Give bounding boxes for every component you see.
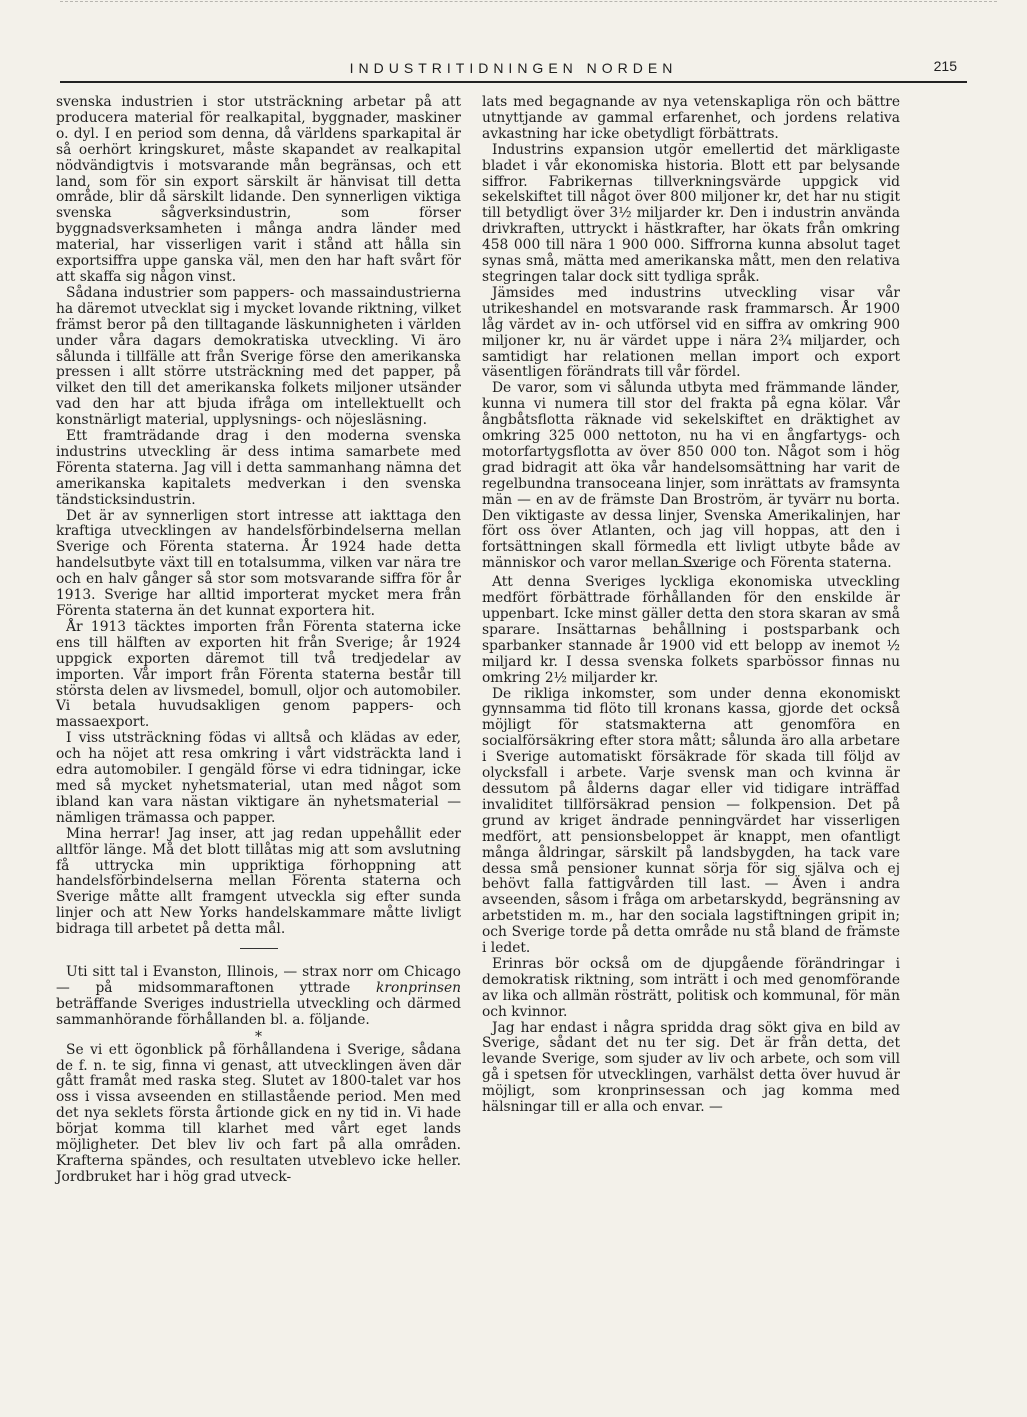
paragraph: Det är av synnerligen stort intresse att iakttaga den kraftiga utvecklingen av handelsförbindelserna mellan Sverige och Förenta staterna. År 1924 hade detta handelsutbyte växt till en totalsumma, vilken var nära tre och en halv gånger så stor som motsvarande siffra för år 1913. Sverige har alltid importerat mycket mera från Förenta staterna än det kunnat exportera hit. [56, 507, 461, 619]
paragraph: Mina herrar! Jag inser, att jag redan uppehållit eder alltför länge. Må det blott tillåtas mig att som avslutning få uttrycka min uppriktiga förhoppning att handelsförbindelserna mellan Förenta staterna och Sverige måtte allt framgent utveckla sig efter sunda linjer och att New Yorks handelskammare måtte livligt bidraga till arbetet på detta mål. [56, 825, 461, 938]
paragraph: Ett framträdande drag i den moderna svenska industrins utveckling är dess intima samarbete med Förenta staterna. Jag vill i detta sammanhang nämna det amerikanska kapitalets medverkan i den svenska tändsticksindustrin. [56, 428, 461, 508]
paragraph: Jämsides med industrins utveckling visar vår utrikeshandel en motsvarande rask frammarsch. År 1900 låg värdet av in- och utförsel vid en siffra av omkring 900 miljoner kr, nu är värdet uppe i nära 2¾ miljarder, och samtidigt har relationen mellan import och export väsentligen förändrats till vår fördel. [482, 284, 900, 381]
top-edge-line [60, 1, 997, 2]
journal-title: INDUSTRITIDNINGEN NORDEN [349, 60, 678, 76]
paragraph: År 1913 täcktes importen från Förenta staterna icke ens till hälften av exporten hit från Sverige; år 1924 uppgick exporten däremot till två tredjedelar av importen. Vår import från Förenta staterna består till största delen av livsmedel, bomull, oljor och automobiler. Vi betala huvudsakligen genom pappers- och massaexport. [56, 618, 461, 731]
paragraph: svenska industrien i stor utsträckning arbetar på att producera material för realkapital, byggnader, maskiner o. dyl. I en period som denna, då världens sparkapital är så oerhört kringskuret, måste skapandet av realkapital nödvändigtvis i motsvarande mån begränsas, och ett land, som för sin export särskilt är hänvisat till detta område, blir då särskilt lidande. Den synnerligen viktiga svenska sågverksindustrin, som förser byggnadsverksamheten i många andra länder med material, har visserligen varit i stånd att hålla sin exportsiffra uppe ganska väl, men den har haft svårt för att skaffa sig någon vinst. [56, 94, 461, 285]
paragraph: De rikliga inkomster, som under denna ekonomiskt gynnsamma tid flöto till kronans kassa, gjorde det också möjligt för statsmakterna att genomföra en socialförsäkring efter stora mått; sålunda äro alla arbetare i Sverige automatiskt försäkrade för skada till följd av olycksfall i arbete. Varje svensk man och kvinna är dessutom på ålderns dagar eller vid tidigare inträffad invaliditet tillförsäkrad pension — folkpension. Det på grund av kriget ändrade penningvärdet har visserligen medfört, att pensionsbeloppet är knappt, men ofantligt många åldringar, särskilt på landsbygden, ha tack vare dessa små pensioner kunnat sörja för sig själva och ej behövt falla fattigvården till last. — Även i andra avseenden, såsom i fråga om arbetarskydd, begränsning av arbetstiden m. m., har den sociala lagstiftningen gripit in; och Sverige torde på detta område nu stå bland de främste i ledet. [482, 685, 900, 957]
intro-paragraph [56, 965, 461, 1029]
asterisk-separator: * [255, 1028, 262, 1045]
section-divider [240, 948, 278, 949]
paragraph: Sådana industrier som pappers- och massaindustrierna ha däremot utvecklat sig i mycket lovande riktning, vilket främst beror på den tilltagande läskunnigheten i världen under våra dagars demokratiska utveckling. Vi äro sålunda i tillfälle att från Sverige förse den amerikanska pressen i allt större utsträckning med det papper, på vilket den till det amerikanska folkets miljoner utsänder vad den har att bjuda ifråga om intellektuellt och konstnärligt material, upplysnings- och nöjesläsning. [56, 284, 461, 429]
left-column [56, 95, 461, 1186]
paragraph: I viss utsträckning födas vi alltså och klädas av eder, och ha nöjet att resa omkring i vårt vidsträckta land i edra automobiler. I gengäld förse vi edra tidningar, icke med så mycket nyhetsmaterial, utan med något som ibland kan vara nästan viktigare än nyhetsmaterial — nämligen trämassa och papper. [56, 730, 461, 826]
page-header [60, 60, 967, 86]
paragraph: Jag har endast i några spridda drag sökt giva en bild av Sverige, sådant det nu ter sig. Det är från detta, det levande Sverige, som sjuder av liv och arbete, och som vill gå i spetsen för utvecklingen, varhälst detta över huvud är möjligt, som kronprinsessan och jag komma med hälsningar till er alla och envar. — [482, 1019, 900, 1116]
paragraph: De varor, som vi sålunda utbyta med främmande länder, kunna vi numera till stor del frakta på egna kölar. Vår ångbåtsflotta räknade vid sekelskiftet en dräktighet av omkring 325 000 nettoton, nu ha vi en ångfartygs- och motorfartygsflotta av över 850 000 ton. Något som i hög grad bidragit att öka vår handelsomsättning har varit de regelbundna transoceana linjer, som inrättats av framsynta män — en av de främste Dan Broström, är tyvärr nu borta. Den viktigaste av dessa linjer, Svenska Amerikalinjen, har fört oss över Atlanten, och jag vill hoppas, att den i fortsättningen skall förmedla ett livligt utbyte både av människor och varor mellan Sverige och Förenta staterna. [482, 380, 900, 572]
intro-text: Uti sitt tal i Evanston, Illinois, — strax norr om Chicago — på midsommaraftonen yttrade [56, 964, 461, 996]
intro-emphasis: kronprinsen [375, 979, 461, 996]
paragraph: Erinras bör också om de djupgående förändringar i demokratisk riktning, som inträtt i och med genomförande av lika och allmän rösträtt, politisk och kommunal, för män och kvinnor. [482, 955, 900, 1020]
paragraph: Att denna Sveriges lyckliga ekonomiska utveckling medfört förbättrade förhållanden för den enskilde är uppenbart. Icke minst gäller detta den stora skaran av små sparare. Insättarnas behållning i postsparbank och sparbanker stannade år 1900 vid ett belopp av inemot ½ miljard kr. I dessa svenska folkets sparbössor finnas nu omkring 2½ miljarder kr. [482, 574, 900, 686]
header-rule [60, 81, 967, 83]
page-number: 215 [933, 58, 957, 74]
paragraph: Se vi ett ögonblick på förhållandena i Sverige, sådana de f. n. te sig, finna vi genast, att utvecklingen även där gått framåt med raska steg. Slutet av 1800-talet var hos oss i vissa avseenden en stillastående period. Men med det nya seklets första årtionde gick en ny tid in. Vi hade börjat komma till klarhet med vårt eget lands möjligheter. Det blev liv och fart på alla områden. Krafterna spändes, och resultaten utveblevo icke heller. Jordbruket har i hög grad utveck- [56, 1041, 461, 1185]
intro-text-end: beträffande Sveriges industriella utveckling och därmed sammanhörande förhållanden bl. a. följande. [56, 995, 461, 1028]
right-column [482, 95, 900, 1116]
paragraph: Industrins expansion utgör emellertid det märkligaste bladet i vår ekonomiska historia. Blott ett par belysande siffror. Fabrikernas tillverkningsvärde uppgick vid sekelskiftet till något över 800 miljoner kr, det har nu stigit till betydligt över 3½ miljarder kr. Den i industrin använda drivkraften, uttryckt i hästkrafter, har ökats från omkring 458 000 till nära 1 900 000. Siffrorna kunna absolut taget synas små, mätta med amerikanska mått, men den relativa stegringen talar dock sitt tydliga språk. [482, 141, 900, 285]
paragraph: lats med begagnande av nya vetenskapliga rön och bättre utnyttjande av gammal erfarenhet, och jordens relativa avkastning har icke obetydligt förbättrats. [482, 94, 900, 142]
